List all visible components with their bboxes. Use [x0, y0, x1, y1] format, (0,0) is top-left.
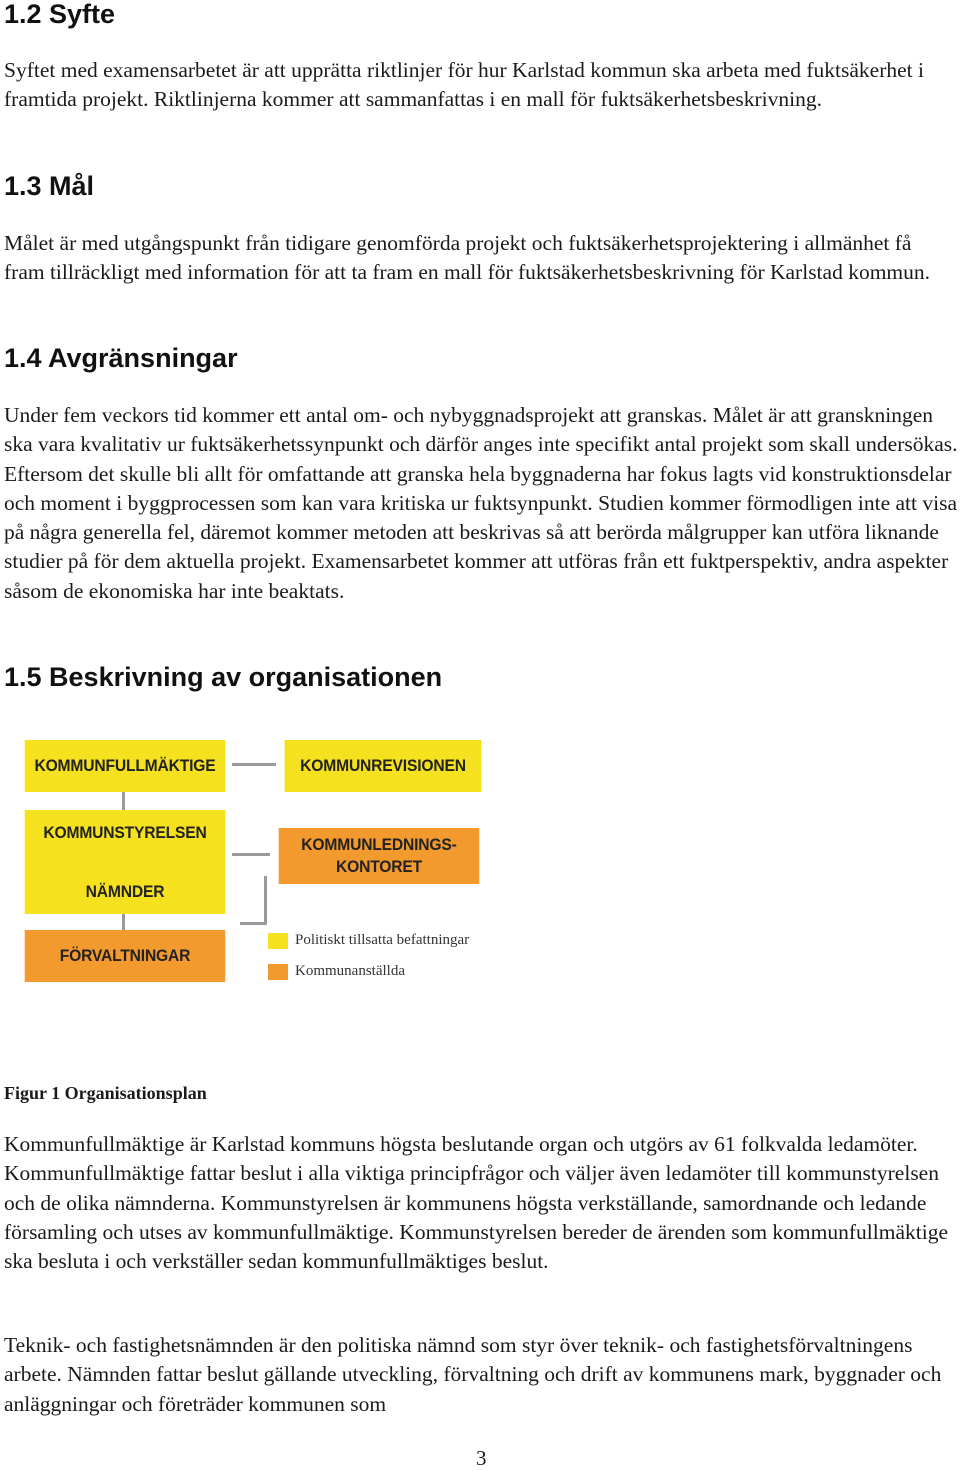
organisation-chart — [14, 736, 514, 986]
box-forvaltningar: FÖRVALTNINGAR — [25, 930, 226, 982]
figure-caption: Figur 1 Organisationsplan — [4, 1083, 207, 1103]
heading-mal: 1.3 Mål — [4, 171, 95, 201]
paragraph-teknik: Teknik- och fastighetsnämnden är den politiska nämnd som styr över teknik- och fastighetsförvaltningens arbete. Nämnden fattar beslut gällande utveckling, förvaltning och drift av kommunens mark, byggnader och anläggningar och företräder kommunen som — [4, 1333, 942, 1416]
connector-vertical-right-foot — [240, 922, 267, 925]
box-kommunrevisionen: KOMMUNREVISIONEN — [285, 740, 482, 792]
heading-avgransningar: 1.4 Avgränsningar — [4, 343, 238, 373]
heading-organisation: 1.5 Beskrivning av organisationen — [4, 662, 443, 692]
paragraph-avgransningar: Under fem veckors tid kommer ett antal om- och nybyggnadsprojekt att granskas. Målet är att granskningen ska vara kvalitativ ur fuktsäkerhetssynpunkt och därför anges inte specifikt antal projekt som skall undersökas. Eftersom det skulle bli allt för omfattande att granska hela byggnaderna har fokus lagts vid konstruktionsdelar och moment i byggprocessen som kan vara kritiska ur fuktsynpunkt. Studien kommer förmodligen inte att visa på några generella fel, däremot kommer metoden att beskrivas så att berörda målgrupper kan utföra liknande studier på för dem aktuella projekt. Examensarbetet kommer att utföras från ett fuktperspektiv, andra aspekter såsom de ekonomiska har inte beaktats. — [4, 403, 958, 603]
legend-label-political: Politiskt tillsatta befattningar — [295, 932, 470, 948]
page-number: 3 — [476, 1446, 487, 1470]
box-kommunfullmaktige: KOMMUNFULLMÄKTIGE — [25, 740, 226, 792]
paragraph-mal: Målet är med utgångspunkt från tidigare genomförda projekt och fuktsäkerhetsprojektering i allmänhet få fram tillräckligt med information för att ta fram en mall för fuktsäkerhetsbeskrivning för Karlstad kommun. — [4, 231, 931, 285]
legend-swatch-political — [268, 933, 288, 949]
paragraph-syfte: Syftet med examensarbetet är att upprätta riktlinjer för hur Karlstad kommun ska arbeta med fuktsäkerhet i framtida projekt. Riktlinjerna kommer att sammanfattas i en mall för fuktsäkerhetsbeskrivning. — [4, 58, 924, 112]
legend-label-employees: Kommunanställda — [295, 963, 405, 979]
connector-namnder-forvaltningar — [122, 912, 125, 932]
label-namnder: NÄMNDER — [85, 882, 165, 901]
box-kommunledningskontoret: KOMMUNLEDNINGS- KONTORET — [279, 828, 480, 884]
connector-fullmaktige-styrelsen — [122, 790, 125, 812]
label-kommunstyrelsen: KOMMUNSTYRELSEN — [43, 823, 207, 842]
paragraph-kommunfullmaktige: Kommunfullmäktige är Karlstad kommuns högsta beslutande organ och utgörs av 61 folkvalda ledamöter. Kommunfullmäktige fattar beslut i alla viktiga principfrågor och väljer även ledamöter till kommunstyrelsen och de olika nämnderna. Kommunstyrelsen är kommunens högsta verkställande, samordnande och ledande församling och utses av kommunfullmäktige. Kommunstyrelsen bereder de ärenden som kommunfullmäktige ska besluta i och verkställer sedan kommunfullmäktiges beslut. — [4, 1132, 948, 1274]
connector-styrelsen-ledningskontoret — [232, 853, 270, 856]
box-styrelsen-namnder — [25, 810, 226, 914]
connector-fullmaktige-revisionen — [232, 763, 276, 766]
connector-vertical-right — [264, 876, 267, 922]
legend-swatch-employees — [268, 964, 288, 980]
heading-syfte: 1.2 Syfte — [4, 0, 116, 29]
